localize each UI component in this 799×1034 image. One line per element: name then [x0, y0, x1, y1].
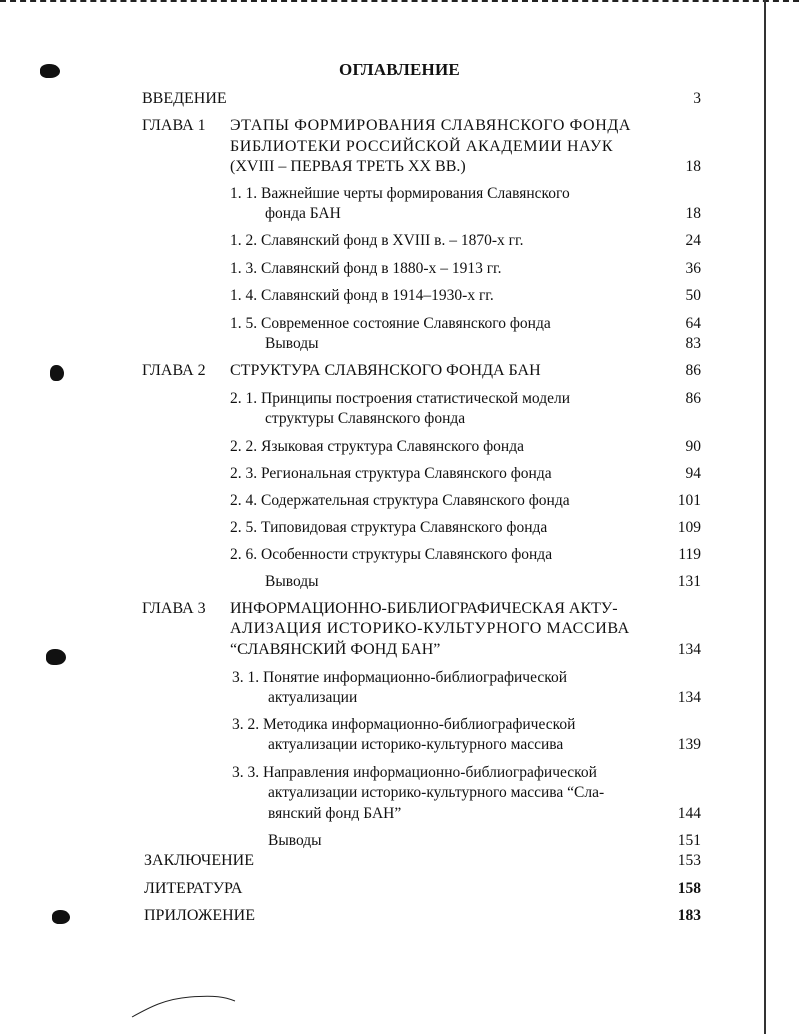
- chapter-3-conclusions: Выводы: [268, 832, 322, 849]
- toc-appendix-label: ПРИЛОЖЕНИЕ: [144, 907, 256, 924]
- section-2-2-page: 90: [685, 438, 701, 455]
- section-1-2-page: 24: [685, 232, 701, 249]
- chapter-1-title-line: (XVIII – ПЕРВАЯ ТРЕТЬ XX ВВ.): [230, 158, 466, 175]
- section-1-3-page: 36: [685, 260, 701, 277]
- chapter-2-conclusions: Выводы: [265, 573, 319, 590]
- section-2-4-line: 2. 4. Содержательная структура Славянского фонда: [230, 492, 570, 509]
- section-1-5-line: 1. 5. Современное состояние Славянского фонда: [230, 315, 551, 332]
- chapter-2-conclusions-page: 131: [677, 573, 701, 590]
- section-1-1-page: 18: [685, 205, 701, 222]
- section-3-3-line: вянский фонд БАН”: [268, 805, 402, 822]
- chapter-3-title-line: АЛИЗАЦИЯ ИСТОРИКО-КУЛЬТУРНОГО МАССИВА: [230, 620, 630, 637]
- section-1-3-line: 1. 3. Славянский фонд в 1880-х – 1913 гг.: [230, 260, 502, 277]
- section-2-3-line: 2. 3. Региональная структура Славянского фонда: [230, 465, 552, 482]
- toc-literature-label: ЛИТЕРАТУРА: [144, 880, 243, 897]
- section-1-5-page: 64: [685, 315, 701, 332]
- chapter-2-page: 86: [685, 362, 701, 379]
- toc-conclusion-page: 153: [677, 852, 701, 869]
- toc-intro-label: ВВЕДЕНИЕ: [142, 90, 227, 107]
- section-3-2-page: 139: [677, 736, 701, 753]
- chapter-2-label: ГЛАВА 2: [142, 362, 206, 379]
- section-2-4-page: 101: [677, 492, 701, 509]
- chapter-1-title-line: ЭТАПЫ ФОРМИРОВАНИЯ СЛАВЯНСКОГО ФОНДА: [230, 117, 632, 134]
- chapter-1-page: 18: [685, 158, 701, 175]
- chapter-1-conclusions-page: 83: [685, 335, 701, 352]
- section-2-1-line: структуры Славянского фонда: [265, 410, 466, 427]
- section-2-5-line: 2. 5. Типовидовая структура Славянского фонда: [230, 519, 548, 536]
- section-3-3-page: 144: [677, 805, 701, 822]
- page-title: ОГЛАВЛЕНИЕ: [339, 60, 460, 79]
- chapter-3-title-line: “СЛАВЯНСКИЙ ФОНД БАН”: [230, 641, 441, 658]
- section-2-2-line: 2. 2. Языковая структура Славянского фонда: [230, 438, 524, 455]
- scan-right-edge: [764, 0, 766, 1034]
- section-2-6-line: 2. 6. Особенности структуры Славянского фонда: [230, 546, 553, 563]
- section-3-1-line: 3. 1. Понятие информационно-библиографической: [232, 669, 568, 686]
- chapter-1-conclusions: Выводы: [265, 335, 319, 352]
- section-3-1-page: 134: [677, 689, 701, 706]
- section-1-2-line: 1. 2. Славянский фонд в XVIII в. – 1870-х гг.: [230, 232, 524, 249]
- chapter-3-page: 134: [677, 641, 701, 658]
- section-1-1-line: фонда БАН: [265, 205, 341, 222]
- toc-literature-page: 158: [677, 880, 701, 897]
- pen-scribble: [130, 985, 240, 1025]
- section-1-4-line: 1. 4. Славянский фонд в 1914–1930-х гг.: [230, 287, 494, 304]
- section-3-2-line: 3. 2. Методика информационно-библиографической: [232, 716, 576, 733]
- scan-top-edge: [0, 0, 799, 6]
- toc-conclusion-label: ЗАКЛЮЧЕНИЕ: [144, 852, 254, 869]
- section-1-1-line: 1. 1. Важнейшие черты формирования Славянского: [230, 185, 570, 202]
- chapter-3-label: ГЛАВА 3: [142, 600, 206, 617]
- section-2-5-page: 109: [677, 519, 701, 536]
- section-2-6-page: 119: [678, 546, 701, 563]
- chapter-3-title-line: ИНФОРМАЦИОННО-БИБЛИОГРАФИЧЕСКАЯ АКТУ-: [230, 600, 618, 617]
- section-1-4-page: 50: [685, 287, 701, 304]
- chapter-2-title-line: СТРУКТУРА СЛАВЯНСКОГО ФОНДА БАН: [230, 362, 541, 379]
- section-3-3-line: 3. 3. Направления информационно-библиографической: [232, 764, 597, 781]
- section-2-1-line: 2. 1. Принципы построения статистической модели: [230, 390, 570, 407]
- section-3-3-line: актуализации историко-культурного массива “Сла-: [268, 784, 605, 801]
- section-3-1-line: актуализации: [268, 689, 358, 706]
- section-2-3-page: 94: [685, 465, 701, 482]
- section-3-2-line: актуализации историко-культурного массива: [268, 736, 564, 753]
- toc-intro-page: 3: [693, 90, 701, 107]
- chapter-1-label: ГЛАВА 1: [142, 117, 206, 134]
- section-2-1-page: 86: [685, 390, 701, 407]
- chapter-1-title-line: БИБЛИОТЕКИ РОССИЙСКОЙ АКАДЕМИИ НАУК: [230, 138, 614, 155]
- toc-appendix-page: 183: [677, 907, 701, 924]
- chapter-3-conclusions-page: 151: [677, 832, 701, 849]
